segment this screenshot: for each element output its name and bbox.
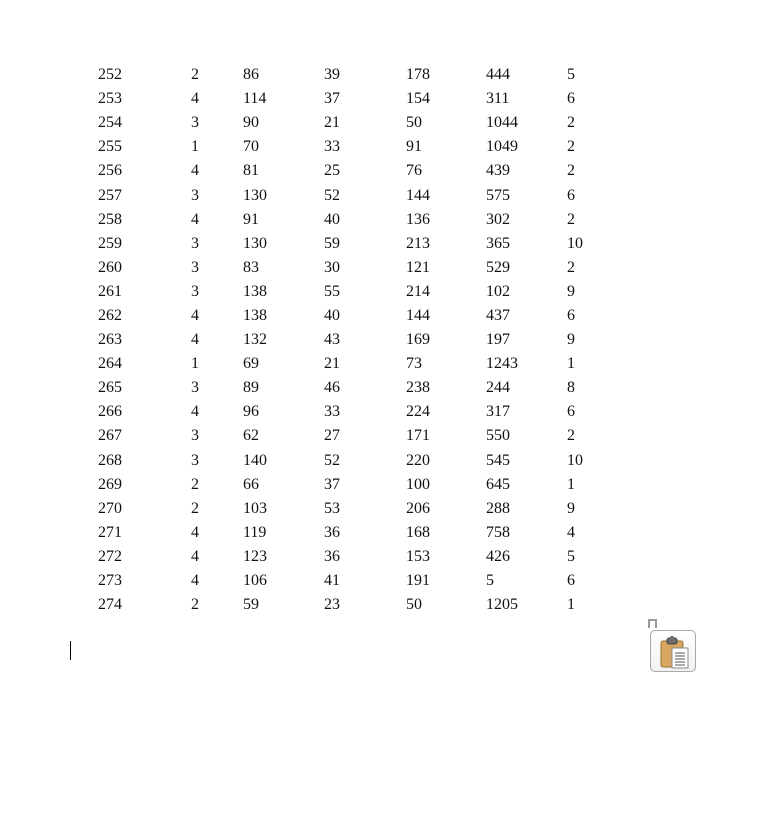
table-cell: 81: [243, 162, 259, 180]
table-cell: 21: [324, 114, 340, 132]
table-row: [98, 183, 607, 207]
table-cell: 2: [191, 475, 199, 493]
table-cell: 1243: [486, 355, 518, 373]
table-cell: 1: [191, 355, 199, 373]
table-cell: 269: [98, 475, 122, 493]
table-cell: 258: [98, 210, 122, 228]
paste-anchor-marker: [648, 619, 657, 628]
table-row: [98, 569, 607, 593]
table-cell: 288: [486, 499, 510, 517]
table-cell: 260: [98, 258, 122, 276]
table-cell: 50: [406, 596, 422, 614]
table-cell: 70: [243, 138, 259, 156]
table-cell: 317: [486, 403, 510, 421]
table-cell: 255: [98, 138, 122, 156]
table-cell: 6: [567, 90, 575, 108]
table-cell: 52: [324, 451, 340, 469]
table-cell: 25: [324, 162, 340, 180]
table-cell: 132: [243, 331, 267, 349]
table-cell: 272: [98, 547, 122, 565]
table-cell: 3: [191, 427, 199, 445]
table-cell: 91: [406, 138, 422, 156]
table-cell: 9: [567, 499, 575, 517]
table-cell: 130: [243, 186, 267, 204]
table-cell: 252: [98, 66, 122, 84]
table-cell: 529: [486, 258, 510, 276]
table-cell: 4: [191, 547, 199, 565]
table-cell: 2: [191, 596, 199, 614]
table-cell: 426: [486, 547, 510, 565]
table-cell: 52: [324, 186, 340, 204]
table-cell: 36: [324, 523, 340, 541]
table-cell: 39: [324, 66, 340, 84]
table-cell: 2: [567, 258, 575, 276]
table-cell: 46: [324, 379, 340, 397]
table-row: [98, 424, 607, 448]
table-cell: 178: [406, 66, 430, 84]
table-cell: 266: [98, 403, 122, 421]
table-cell: 261: [98, 282, 122, 300]
table-cell: 66: [243, 475, 259, 493]
table-cell: 119: [243, 523, 267, 541]
table-cell: 59: [324, 234, 340, 252]
table-cell: 4: [191, 572, 199, 590]
table-cell: 4: [191, 331, 199, 349]
data-table: [98, 63, 607, 617]
table-cell: 4: [191, 90, 199, 108]
table-row: [98, 376, 607, 400]
table-cell: 274: [98, 596, 122, 614]
table-cell: 4: [191, 523, 199, 541]
table-cell: 3: [191, 258, 199, 276]
table-cell: 267: [98, 427, 122, 445]
table-row: [98, 449, 607, 473]
table-cell: 439: [486, 162, 510, 180]
table-cell: 4: [191, 210, 199, 228]
table-cell: 2: [567, 427, 575, 445]
table-cell: 10: [567, 451, 583, 469]
table-cell: 5: [486, 572, 494, 590]
table-cell: 1049: [486, 138, 518, 156]
table-cell: 545: [486, 451, 510, 469]
table-cell: 270: [98, 499, 122, 517]
table-cell: 144: [406, 306, 430, 324]
table-cell: 83: [243, 258, 259, 276]
table-row: [98, 232, 607, 256]
table-cell: 1: [567, 355, 575, 373]
table-row: [98, 352, 607, 376]
table-cell: 59: [243, 596, 259, 614]
table-cell: 254: [98, 114, 122, 132]
table-cell: 264: [98, 355, 122, 373]
table-row: [98, 111, 607, 135]
table-row: [98, 497, 607, 521]
table-cell: 89: [243, 379, 259, 397]
table-cell: 3: [191, 282, 199, 300]
text-cursor: [70, 641, 71, 660]
table-cell: 21: [324, 355, 340, 373]
table-cell: 550: [486, 427, 510, 445]
table-row: [98, 400, 607, 424]
table-cell: 53: [324, 499, 340, 517]
table-row: [98, 63, 607, 87]
table-row: [98, 328, 607, 352]
table-cell: 259: [98, 234, 122, 252]
table-cell: 43: [324, 331, 340, 349]
table-cell: 123: [243, 547, 267, 565]
table-cell: 2: [567, 210, 575, 228]
table-cell: 1: [567, 596, 575, 614]
table-cell: 37: [324, 90, 340, 108]
table-cell: 136: [406, 210, 430, 228]
table-cell: 220: [406, 451, 430, 469]
table-cell: 33: [324, 138, 340, 156]
table-cell: 6: [567, 403, 575, 421]
table-cell: 6: [567, 306, 575, 324]
table-cell: 8: [567, 379, 575, 397]
table-cell: 214: [406, 282, 430, 300]
table-cell: 268: [98, 451, 122, 469]
table-cell: 36: [324, 547, 340, 565]
table-cell: 103: [243, 499, 267, 517]
table-cell: 114: [243, 90, 267, 108]
table-cell: 102: [486, 282, 510, 300]
table-cell: 55: [324, 282, 340, 300]
table-cell: 253: [98, 90, 122, 108]
table-cell: 5: [567, 66, 575, 84]
table-cell: 90: [243, 114, 259, 132]
table-row: [98, 593, 607, 617]
table-cell: 1: [567, 475, 575, 493]
table-cell: 40: [324, 306, 340, 324]
table-row: [98, 473, 607, 497]
table-cell: 6: [567, 186, 575, 204]
table-cell: 311: [486, 90, 510, 108]
table-row: [98, 159, 607, 183]
table-cell: 10: [567, 234, 583, 252]
table-cell: 40: [324, 210, 340, 228]
table-cell: 100: [406, 475, 430, 493]
table-cell: 257: [98, 186, 122, 204]
table-cell: 27: [324, 427, 340, 445]
table-cell: 9: [567, 331, 575, 349]
table-cell: 5: [567, 547, 575, 565]
table-cell: 3: [191, 186, 199, 204]
table-cell: 138: [243, 306, 267, 324]
table-cell: 41: [324, 572, 340, 590]
table-cell: 138: [243, 282, 267, 300]
table-cell: 168: [406, 523, 430, 541]
table-cell: 4: [191, 403, 199, 421]
table-row: [98, 545, 607, 569]
table-cell: 106: [243, 572, 267, 590]
table-cell: 244: [486, 379, 510, 397]
table-cell: 1: [191, 138, 199, 156]
table-cell: 758: [486, 523, 510, 541]
table-cell: 3: [191, 234, 199, 252]
table-cell: 365: [486, 234, 510, 252]
table-cell: 62: [243, 427, 259, 445]
table-cell: 30: [324, 258, 340, 276]
table-cell: 265: [98, 379, 122, 397]
table-cell: 169: [406, 331, 430, 349]
table-cell: 37: [324, 475, 340, 493]
table-cell: 4: [191, 306, 199, 324]
table-cell: 444: [486, 66, 510, 84]
table-cell: 4: [567, 523, 575, 541]
table-cell: 154: [406, 90, 430, 108]
table-cell: 262: [98, 306, 122, 324]
table-cell: 2: [567, 114, 575, 132]
table-cell: 6: [567, 572, 575, 590]
table-cell: 86: [243, 66, 259, 84]
table-cell: 2: [567, 162, 575, 180]
table-cell: 197: [486, 331, 510, 349]
table-cell: 302: [486, 210, 510, 228]
table-cell: 213: [406, 234, 430, 252]
table-cell: 96: [243, 403, 259, 421]
table-cell: 263: [98, 331, 122, 349]
table-cell: 140: [243, 451, 267, 469]
table-cell: 69: [243, 355, 259, 373]
table-cell: 4: [191, 162, 199, 180]
table-cell: 238: [406, 379, 430, 397]
table-cell: 91: [243, 210, 259, 228]
table-cell: 2: [191, 499, 199, 517]
table-row: [98, 304, 607, 328]
table-body: [98, 63, 607, 617]
table-cell: 191: [406, 572, 430, 590]
table-cell: 437: [486, 306, 510, 324]
table-cell: 575: [486, 186, 510, 204]
table-cell: 50: [406, 114, 422, 132]
table-cell: 3: [191, 114, 199, 132]
table-cell: 2: [567, 138, 575, 156]
table-cell: 76: [406, 162, 422, 180]
table-cell: 206: [406, 499, 430, 517]
table-row: [98, 208, 607, 232]
table-row: [98, 87, 607, 111]
table-cell: 144: [406, 186, 430, 204]
table-cell: 73: [406, 355, 422, 373]
table-cell: 9: [567, 282, 575, 300]
table-cell: 1205: [486, 596, 518, 614]
table-cell: 645: [486, 475, 510, 493]
table-cell: 171: [406, 427, 430, 445]
table-cell: 1044: [486, 114, 518, 132]
table-cell: 130: [243, 234, 267, 252]
table-cell: 153: [406, 547, 430, 565]
table-cell: 2: [191, 66, 199, 84]
clipboard-icon: [657, 635, 691, 669]
table-cell: 3: [191, 451, 199, 469]
table-row: [98, 280, 607, 304]
table-cell: 271: [98, 523, 122, 541]
table-cell: 23: [324, 596, 340, 614]
table-row: [98, 521, 607, 545]
paste-options-button[interactable]: [650, 630, 696, 672]
table-cell: 3: [191, 379, 199, 397]
table-cell: 33: [324, 403, 340, 421]
table-cell: 273: [98, 572, 122, 590]
table-row: [98, 256, 607, 280]
table-cell: 256: [98, 162, 122, 180]
table-cell: 121: [406, 258, 430, 276]
table-row: [98, 135, 607, 159]
paste-options: [648, 618, 700, 676]
table-cell: 224: [406, 403, 430, 421]
